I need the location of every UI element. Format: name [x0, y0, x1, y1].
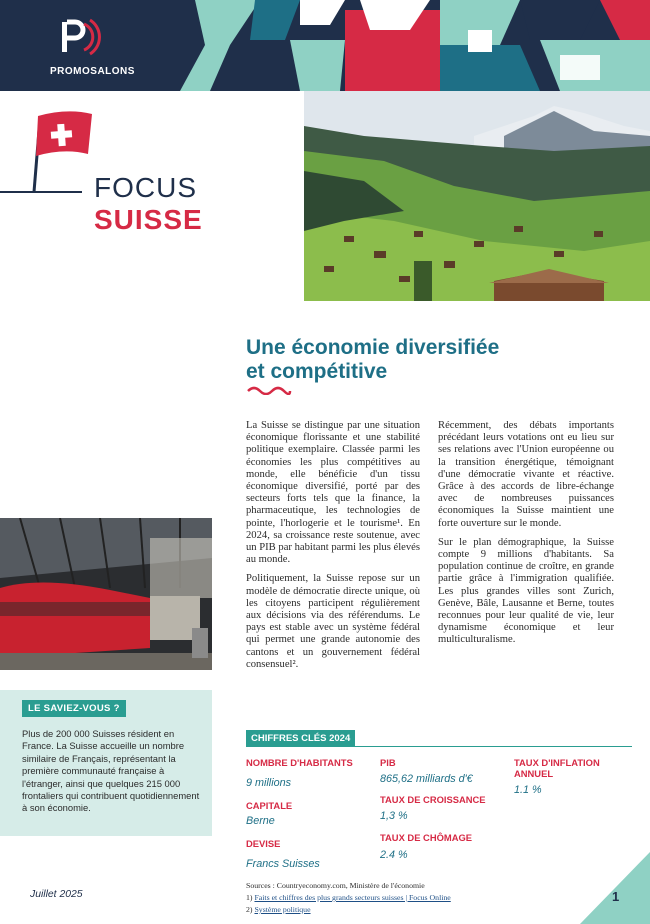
- population-label: NOMBRE D'HABITANTS: [246, 757, 353, 768]
- gdp-label: PIB: [380, 757, 396, 768]
- currency-value: Francs Suisses: [246, 858, 320, 870]
- gdp-value: 865,62 milliards d'€: [380, 773, 473, 785]
- paragraph: Récemment, des débats importants précédant leurs votations ont eu lieu sur ses relations avec l'Union européenne ou la transition énergétique, témoignant d'une démocratie vivante et réactive. Grâce à des accords de libre-échange avec de nombreuses puissances économiques la Suisse maintient une forte ouverture sur le monde.: [438, 420, 614, 529]
- sources-line: Sources : Countryeconomy.com, Ministère de l'économie: [246, 881, 425, 890]
- unemployment-value: 2.4 %: [380, 849, 408, 861]
- reference-2-link[interactable]: Système politique: [254, 905, 311, 914]
- reference-1-link[interactable]: Faits et chiffres des plus grands secteurs suisses | Focus Online: [254, 893, 451, 902]
- alpine-village-photo: [304, 91, 650, 301]
- title-rule: [0, 191, 82, 193]
- inflation-label: TAUX D'INFLATION ANNUEL: [514, 757, 600, 779]
- unemployment-label: TAUX DE CHÔMAGE: [380, 832, 473, 843]
- article-heading: Une économie diversifiée et compétitive: [246, 336, 500, 383]
- growth-label: TAUX DE CROISSANCE: [380, 794, 486, 805]
- page-number: 1: [612, 889, 620, 904]
- capital-value: Berne: [246, 815, 275, 827]
- publication-date: Juillet 2025: [30, 889, 83, 900]
- country-title: SUISSE: [94, 204, 203, 235]
- article-column-2: [438, 420, 614, 654]
- growth-value: 1,3 %: [380, 810, 408, 822]
- population-value: 9 millions: [246, 777, 292, 789]
- focus-title: FOCUS: [94, 172, 197, 203]
- did-you-know-box: [0, 690, 212, 836]
- capital-label: CAPITALE: [246, 800, 293, 811]
- heading-squiggle: [246, 385, 292, 395]
- key-figures-rule: [246, 746, 632, 747]
- header-banner: [0, 0, 650, 91]
- key-figures-title: CHIFFRES CLÉS 2024: [246, 730, 355, 747]
- reference-1: 1) Faits et chiffres des plus grands secteurs suisses | Focus Online: [246, 893, 451, 902]
- sources: [246, 880, 451, 916]
- paragraph: La Suisse se distingue par une situation économique florissante et une stabilité politique exemplaire. Classée parmi les économies les plus compétitives au monde, elle bénéficie d'un tissu économique diversifié, porté par des secteurs forts tels que la finance, la pharmaceutique, les technologies de pointe, l'horlogerie et le tourisme¹. En 2024, sa croissance reste soutenue, avec un PIB par habitant parmi les plus élevés au monde.: [246, 420, 420, 566]
- paragraph: Sur le plan démographique, la Suisse compte 9 millions d'habitants. Sa population continue de croître, en grande partie grâce à l'immigration qualifiée. Les plus grandes villes sont Zurich, Genève, Bâle, Lausanne et Berne, toutes reconnues pour leur qualité de vie, leur dynamisme économique et leur multiculturalisme.: [438, 536, 614, 646]
- article-column-1: [246, 420, 420, 678]
- brand-name: PROMOSALONS: [50, 66, 135, 77]
- corner-decoration: [580, 852, 650, 924]
- paragraph: Politiquement, la Suisse repose sur un modèle de démocratie directe unique, où les citoyens participent régulièrement aux décisions via des référendums. Le pays est stable avec un système fédéral qui permet une grande autonomie des cantons et un gouvernement fédéral consensuel².: [246, 573, 420, 670]
- did-you-know-text: Plus de 200 000 Suisses résident en France. La Suisse accueille un nombre similaire de Français, représentant la première communauté française à l'étranger, ainsi que quelques 215 000 frontaliers qui contribuent quotidiennement à son économie.: [22, 728, 200, 814]
- did-you-know-title: LE SAVIEZ-VOUS ?: [22, 700, 126, 717]
- currency-label: DEVISE: [246, 838, 281, 849]
- train-station-photo: [0, 518, 212, 670]
- swiss-flag-icon: [22, 104, 102, 194]
- inflation-value: 1.1 %: [514, 784, 542, 796]
- reference-2: 2) Système politique: [246, 905, 311, 914]
